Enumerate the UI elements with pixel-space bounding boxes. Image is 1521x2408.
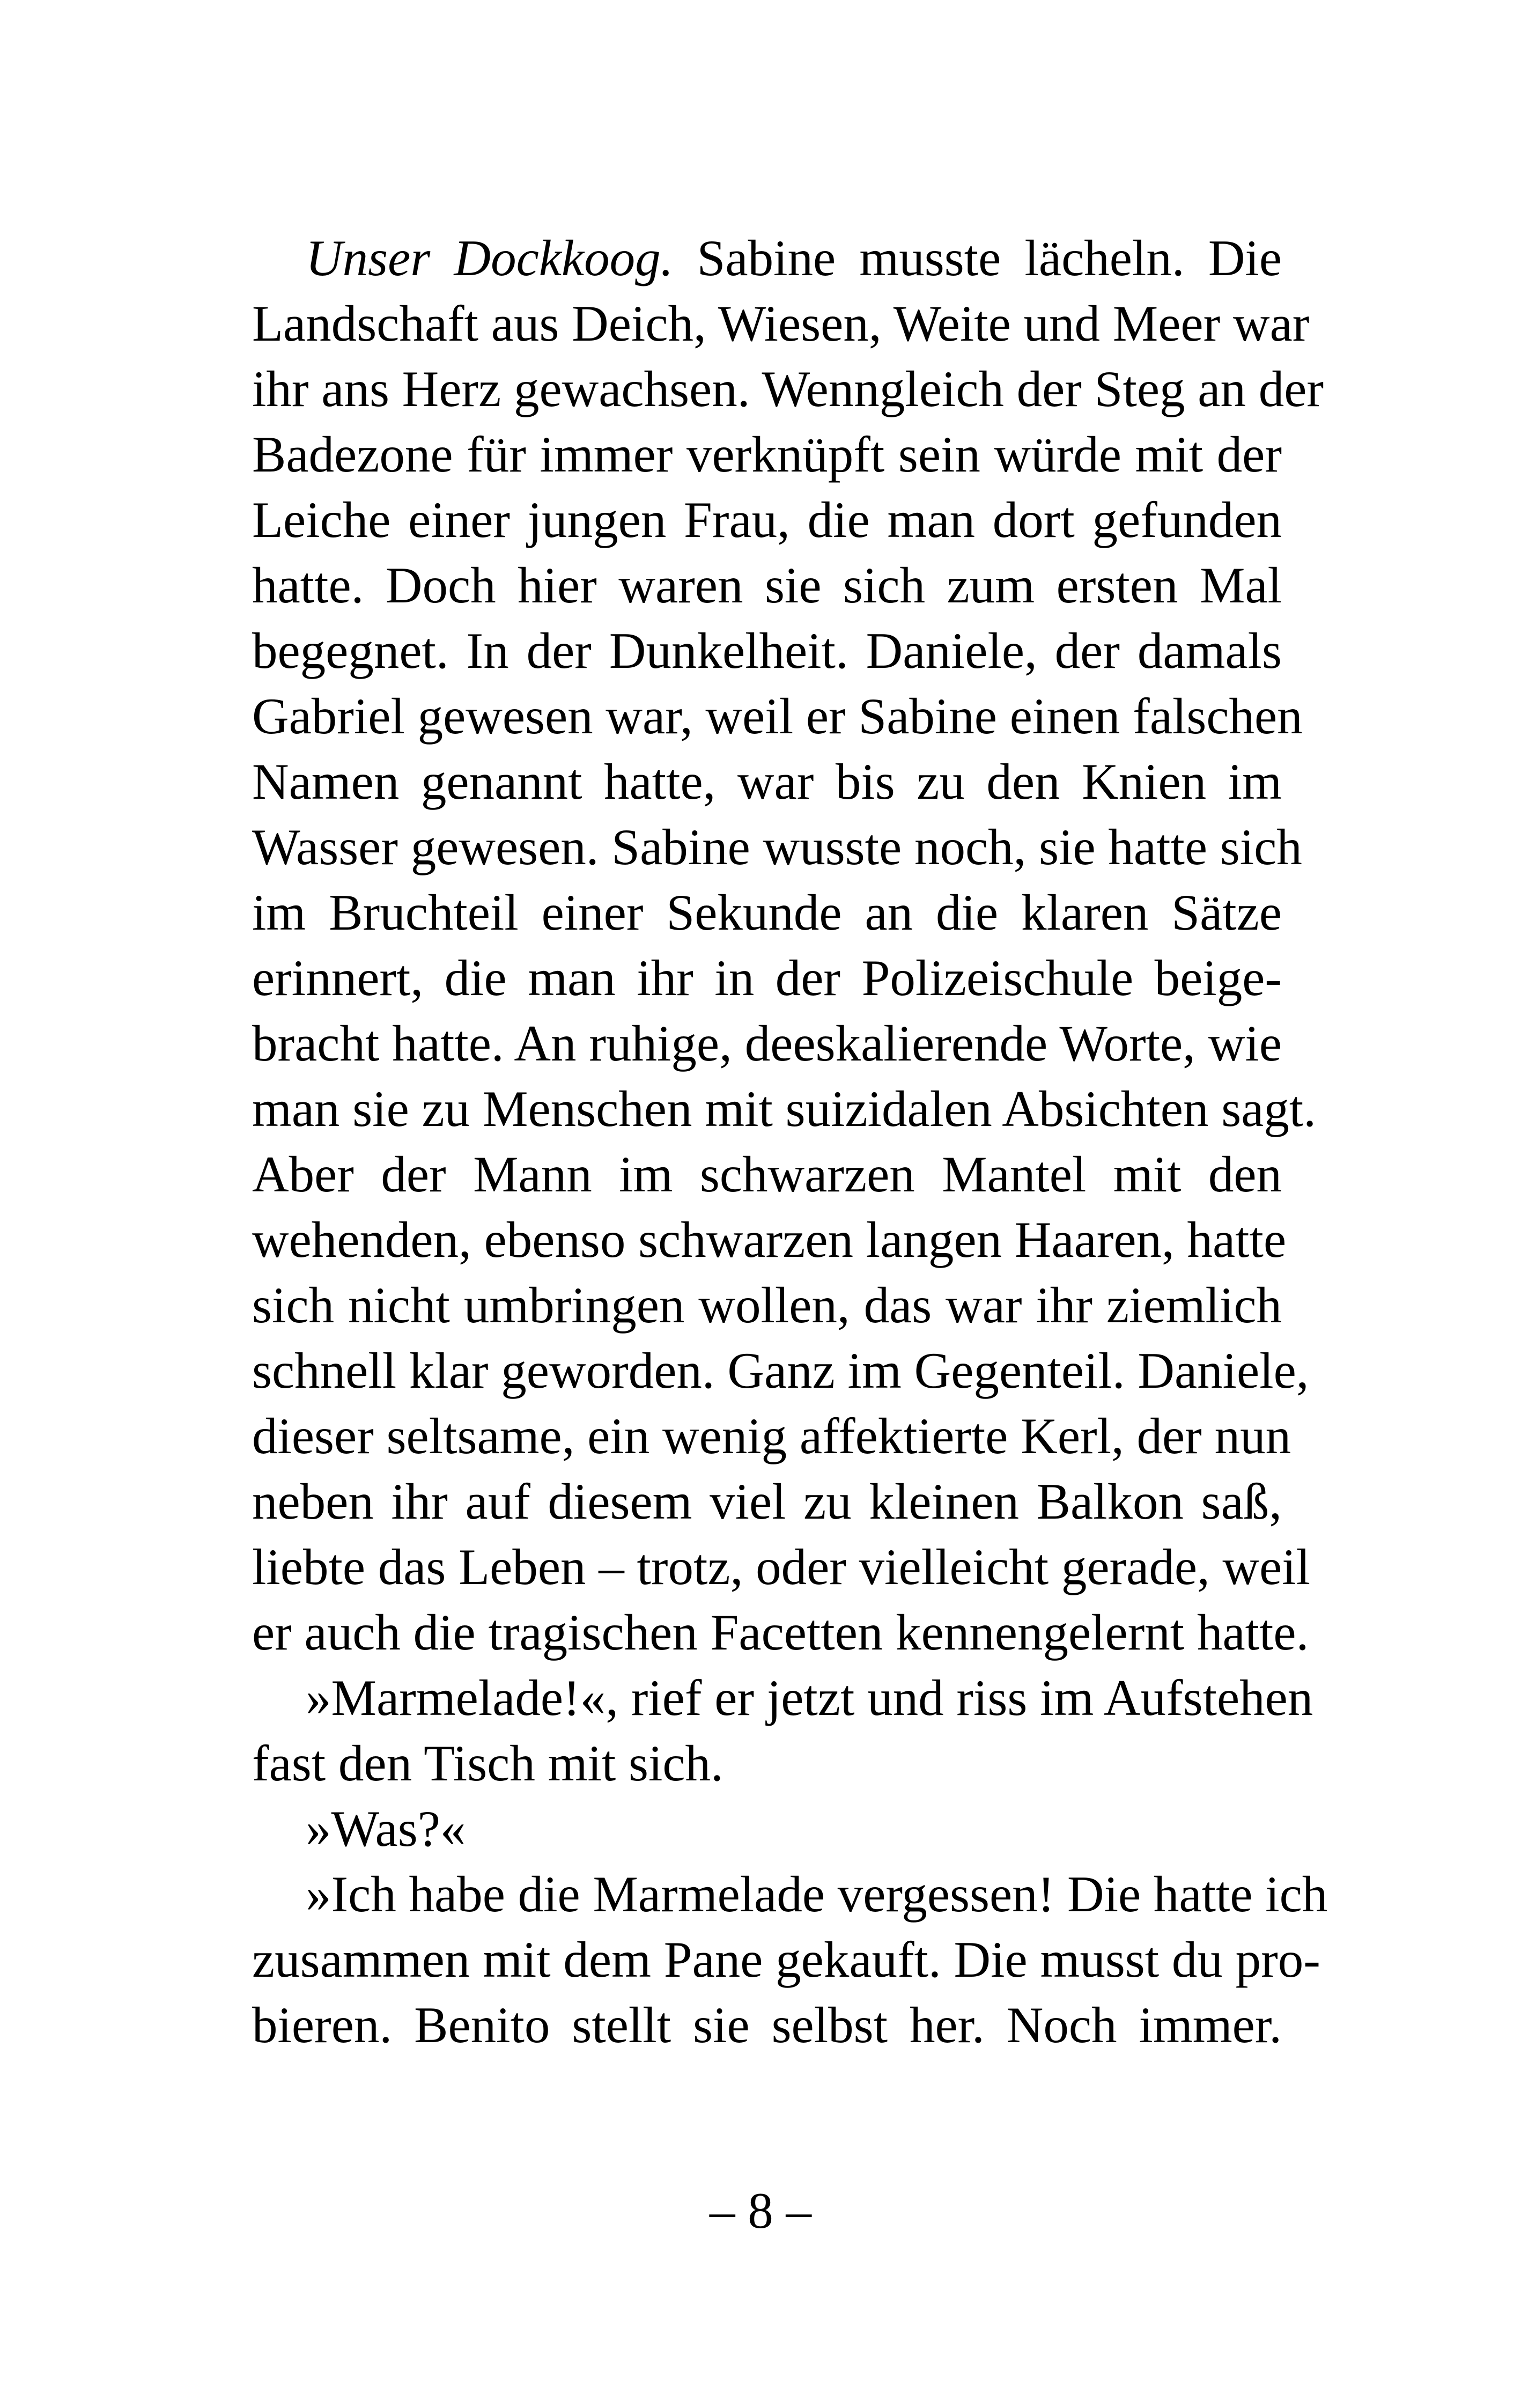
paragraph [252,225,1324,1665]
line-text: ihr ans Herz gewachsen. Wenngleich der Steg an der [252,360,1324,417]
body-text [252,225,1328,2058]
page-number: – 8 – [710,2182,811,2239]
line-text: zusammen mit dem Pane gekauft. Die musst du pro- [252,1931,1320,1988]
line-text: »Ich habe die Marmelade vergessen! Die hatte ich [306,1866,1328,1923]
text-line [252,487,1282,553]
text-line [252,749,1282,814]
line-text: sich nicht umbringen wollen, das war ihr ziemlich [252,1277,1282,1334]
text-line [252,1469,1282,1534]
line-text: liebte das Leben – trotz, oder vielleicht gerade, weil [252,1538,1311,1595]
text-line [252,225,1282,291]
line-text: im Bruchteil einer Sekunde an die klaren Sätze [252,884,1282,941]
line-text: »Marmelade!«, rief er jetzt und riss im Aufstehen [306,1669,1313,1726]
italic-text: Unser Dockkoog. [306,230,674,286]
text-line [252,1600,1309,1665]
text-line [252,1207,1287,1272]
line-text: wehenden, ebenso schwarzen langen Haaren, hatte [252,1211,1287,1268]
text-line [252,1076,1317,1142]
line-text: begegnet. In der Dunkelheit. Daniele, der damals [252,622,1282,679]
line-text: Landschaft aus Deich, Wiesen, Weite und Meer war [252,295,1310,352]
text-line [252,1338,1309,1403]
text-line [252,945,1282,1011]
text-line [252,1534,1311,1600]
line-text: Leiche einer jungen Frau, die man dort gefunden [252,491,1282,548]
line-text: fast den Tisch mit sich. [252,1735,723,1792]
line-text: man sie zu Menschen mit suizidalen Absichten sagt. [252,1080,1317,1137]
line-text: »Was?« [306,1800,466,1857]
line-text: erinnert, die man ihr in der Polizeischule beige- [252,949,1282,1006]
text-line [252,1403,1291,1469]
line-text: bieren. Benito stellt sie selbst her. Noch immer. [252,1997,1282,2053]
text-line [252,356,1324,422]
line-text: Aber der Mann im schwarzen Mantel mit den [252,1146,1282,1203]
text-line [252,1011,1282,1076]
text-line [252,1992,1282,2058]
text-line [252,814,1302,880]
line-text: schnell klar geworden. Ganz im Gegenteil. Daniele, [252,1342,1309,1399]
line-text: dieser seltsame, ein wenig affektierte Kerl, der nun [252,1408,1291,1464]
text-line [252,1927,1320,1992]
paragraph [252,1665,1313,1796]
paragraph [252,1861,1328,2058]
line-text: er auch die tragischen Facetten kennengelernt hatte. [252,1604,1309,1661]
text-line [252,1861,1328,1927]
line-text: Sabine musste lächeln. Die [673,230,1282,286]
text-line [252,1665,1313,1730]
text-line [252,618,1282,683]
line-text: bracht hatte. An ruhige, deeskalierende Worte, wie [252,1015,1282,1072]
text-line [252,291,1310,356]
text-line [252,1142,1282,1207]
paragraph [252,1796,1282,1861]
text-line [252,1796,1282,1861]
line-text: Badezone für immer verknüpft sein würde mit der [252,426,1282,483]
text-line [252,683,1303,749]
line-text: Wasser gewesen. Sabine wusste noch, sie hatte sich [252,819,1302,875]
text-line [252,880,1282,945]
text-line [252,422,1282,487]
line-text: neben ihr auf diesem viel zu kleinen Balkon saß, [252,1473,1282,1530]
text-line [252,1730,1282,1796]
text-line [252,553,1282,618]
text-line [252,1272,1282,1338]
line-text: hatte. Doch hier waren sie sich zum ersten Mal [252,557,1282,614]
line-text: Gabriel gewesen war, weil er Sabine einen falschen [252,688,1303,745]
line-text: Namen genannt hatte, war bis zu den Knien im [252,753,1282,810]
